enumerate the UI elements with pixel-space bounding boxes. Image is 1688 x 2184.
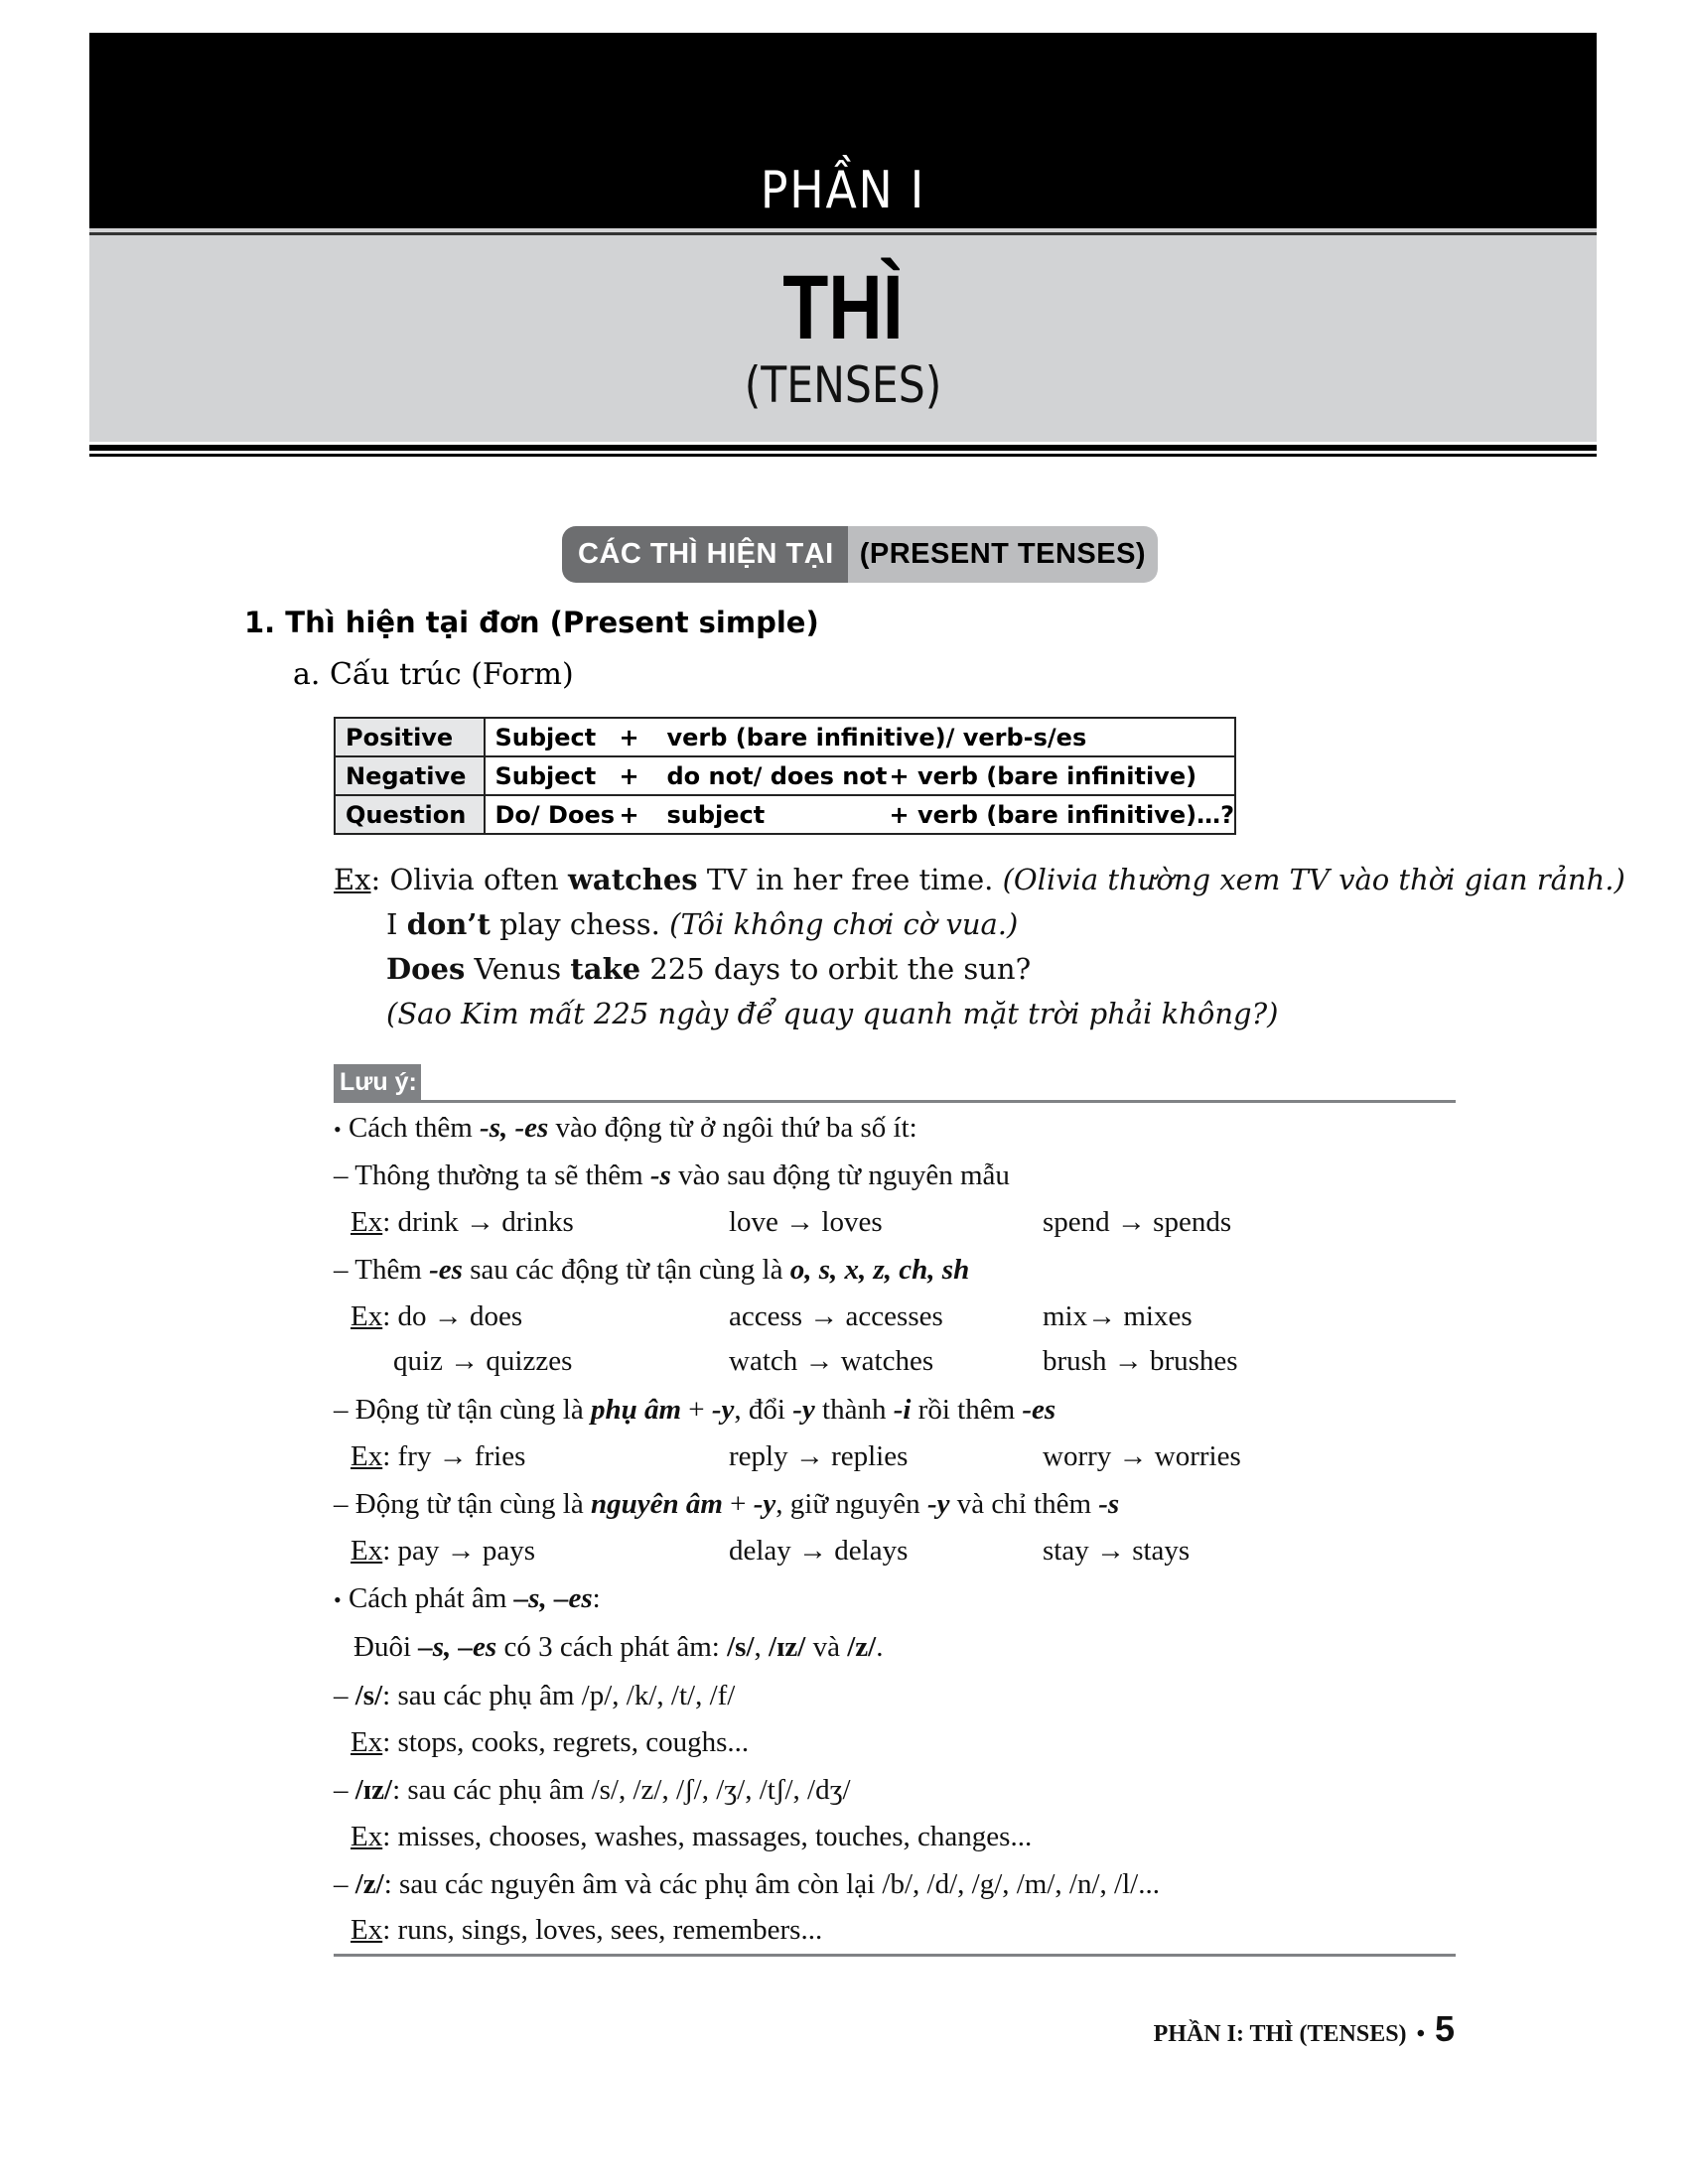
example-pair: do → does <box>397 1300 523 1332</box>
note-emphasis: -y <box>926 1488 950 1520</box>
ex-label: Ex <box>351 1440 383 1472</box>
section-pill-vietnamese: CÁC THÌ HIỆN TẠI <box>562 526 848 583</box>
note-bullet <box>334 1578 601 1620</box>
phonetic-symbol: /s/ <box>727 1631 755 1663</box>
ex-label: Ex <box>351 1206 383 1238</box>
note-text-line <box>353 1627 883 1667</box>
note-text: có 3 cách phát âm: <box>496 1631 728 1663</box>
example-translation: (Tôi không chơi cờ vua.) <box>669 907 1019 941</box>
cell-auxiliary: Do/ Does <box>494 800 616 829</box>
note-text: Cách phát âm <box>348 1582 514 1614</box>
note-text: + <box>722 1488 754 1520</box>
ex-label: Ex <box>351 1821 383 1852</box>
note-text: . <box>876 1631 884 1663</box>
note-emphasis: –s, –es <box>418 1631 497 1663</box>
note-text: : sau các nguyên âm và các phụ âm còn lại /b/, /d/, /g/, /m/, /n/, /l/... <box>383 1868 1160 1900</box>
examples <box>334 858 1625 1036</box>
example-text: Olivia often <box>389 863 568 896</box>
example-text: I <box>386 907 407 941</box>
page-number: 5 <box>1434 2008 1455 2049</box>
note-rule <box>334 1156 1010 1195</box>
subsection-heading: a. Cấu trúc (Form) <box>293 657 574 692</box>
note-text: – Thông thường ta sẽ thêm <box>334 1160 650 1191</box>
note-example-line: Ex: runs, sings, loves, sees, remembers... <box>351 1914 823 1946</box>
example-cell: Ex: do → does <box>351 1300 523 1332</box>
bullet-separator-icon: • <box>1416 2021 1425 2047</box>
note-example-row <box>351 1297 1343 1336</box>
ex-label: Ex <box>334 863 371 896</box>
note-text: – Thêm <box>334 1254 430 1286</box>
phonetic-symbol: /z/ <box>354 1868 384 1900</box>
note-text: Đuôi <box>353 1631 419 1663</box>
note-rule <box>334 1864 1160 1904</box>
table-row <box>335 795 1235 834</box>
ex-label: Ex <box>351 1535 383 1567</box>
note-text: , đổi <box>734 1394 793 1426</box>
cell-plus: + <box>619 723 639 751</box>
row-label: Positive <box>335 718 485 756</box>
example-text: play chess. <box>490 907 670 941</box>
example-line <box>334 902 1625 947</box>
form-table <box>334 717 1236 835</box>
phonetic-symbol: /z/ <box>847 1631 877 1663</box>
example-pair: quiz → quizzes <box>393 1345 573 1377</box>
phonetic-symbol: /s/ <box>354 1680 383 1711</box>
cell-verb: + verb (bare infinitive)…? <box>889 800 1234 829</box>
note-text: rồi thêm <box>911 1394 1023 1426</box>
note-top-rule <box>334 1100 1456 1103</box>
note-bottom-rule <box>334 1954 1456 1957</box>
example-line: Ex: Olivia often watches TV in her free time. (Olivia thường xem TV vào thời gian rảnh.) <box>334 863 1625 896</box>
note-emphasis: -es <box>429 1254 463 1286</box>
header-bottom-rule-thin <box>89 454 1597 457</box>
example-words: misses, chooses, washes, massages, touches, changes... <box>397 1821 1033 1852</box>
example-pair: spend → spends <box>1043 1206 1232 1238</box>
example-text: TV in her free time. <box>697 863 1003 896</box>
example-verb: watches <box>567 863 698 896</box>
note-rule <box>334 1484 1119 1524</box>
example-pair: worry → worries <box>1043 1440 1241 1472</box>
phonetic-symbol: /ɪz/ <box>354 1774 393 1806</box>
note-tag: Lưu ý: <box>334 1064 421 1100</box>
example-verb: take <box>570 952 641 986</box>
note-text: thành <box>814 1394 894 1426</box>
note-text: Cách thêm <box>348 1112 481 1144</box>
example-translation: (Sao Kim mất 225 ngày để quay quanh mặt trời phải không?) <box>386 997 1279 1030</box>
note-text: vào sau động từ nguyên mẫu <box>670 1160 1010 1191</box>
note-emphasis: o, s, x, z, ch, sh <box>789 1254 970 1286</box>
part-label: PHẦN I <box>760 161 926 220</box>
note-text: , <box>754 1631 770 1663</box>
note-text: – Động từ tận cùng là <box>334 1488 591 1520</box>
note-rule <box>334 1770 851 1810</box>
phonetic-symbol: /ɪz/ <box>769 1631 806 1663</box>
note-emphasis: -s <box>649 1160 671 1191</box>
note-text: và chỉ thêm <box>949 1488 1099 1520</box>
example-pair: fry → fries <box>397 1440 526 1472</box>
note-rule <box>334 1390 1055 1430</box>
cell-subject: Subject <box>494 761 597 790</box>
example-pair: delay → delays <box>729 1535 909 1567</box>
example-pair: pay → pays <box>397 1535 536 1567</box>
table-row <box>335 718 1235 756</box>
note-text: : <box>592 1582 601 1614</box>
cell-verb: + verb (bare infinitive) <box>889 761 1197 790</box>
note-example-row <box>351 1436 1343 1476</box>
section-pill <box>562 526 1158 583</box>
example-pair: mix→ mixes <box>1043 1300 1193 1332</box>
note-example-line: Ex: misses, chooses, washes, massages, touches, changes... <box>351 1821 1033 1852</box>
note-example-row <box>351 1341 1343 1381</box>
note-rule <box>334 1676 735 1715</box>
note-text: vào động từ ở ngôi thứ ba số ít: <box>548 1112 917 1144</box>
example-translation: (Olivia thường xem TV vào thời gian rảnh.) <box>1002 863 1625 896</box>
cell-auxiliary: do not/ does not <box>666 761 888 790</box>
part-title: THÌ <box>782 257 904 358</box>
example-pair: brush → brushes <box>1043 1345 1238 1377</box>
example-text: Venus <box>465 952 571 986</box>
example-pair: drink → drinks <box>397 1206 574 1238</box>
note-text: và <box>805 1631 848 1663</box>
cell-subject: Subject <box>494 723 597 751</box>
example-verb: don’t <box>406 907 491 941</box>
note-text: + <box>681 1394 712 1426</box>
cell-subject: subject <box>666 800 766 829</box>
example-cell: Ex: fry → fries <box>351 1440 526 1472</box>
note-text: : sau các phụ âm /s/, /z/, /ʃ/, /ʒ/, /tʃ/, /dʒ/ <box>392 1774 851 1806</box>
example-pair: access → accesses <box>729 1300 943 1332</box>
example-pair: stay → stays <box>1043 1535 1191 1567</box>
example-line <box>334 947 1625 992</box>
example-cell: Ex: pay → pays <box>351 1535 536 1567</box>
running-title: PHẦN I: THÌ (TENSES) <box>1153 2021 1407 2047</box>
note-emphasis: -y <box>792 1394 815 1426</box>
page-footer <box>1154 2008 1455 2050</box>
row-body <box>485 795 1236 834</box>
ex-label: Ex <box>351 1914 383 1946</box>
dash: – <box>334 1868 355 1900</box>
cell-plus: + <box>619 761 639 790</box>
note-emphasis: -es <box>1022 1394 1056 1426</box>
note-emphasis: -y <box>753 1488 776 1520</box>
section-heading: 1. Thì hiện tại đơn (Present simple) <box>244 606 819 639</box>
dash: – <box>334 1680 355 1711</box>
section-pill-english: (PRESENT TENSES) <box>848 526 1158 583</box>
note-emphasis: phụ âm <box>590 1394 682 1426</box>
dash: – <box>334 1774 355 1806</box>
table-row <box>335 756 1235 795</box>
note-rule <box>334 1250 969 1290</box>
row-label: Negative <box>335 756 485 795</box>
note-text: : sau các phụ âm /p/, /k/, /t/, /f/ <box>382 1680 736 1711</box>
example-pair: watch → watches <box>729 1345 934 1377</box>
row-label: Question <box>335 795 485 834</box>
ex-label: Ex <box>351 1300 383 1332</box>
example-verb: Does <box>386 952 466 986</box>
note-text: , giữ nguyên <box>775 1488 927 1520</box>
note-emphasis: -s, -es <box>480 1112 549 1144</box>
note-bullet <box>334 1108 917 1150</box>
example-pair: reply → replies <box>729 1440 909 1472</box>
example-pair: love → loves <box>729 1206 883 1238</box>
cell-verb: verb (bare infinitive)/ verb-s/es <box>666 723 1087 751</box>
note-text: – Động từ tận cùng là <box>334 1394 591 1426</box>
cell-plus: + <box>619 800 639 829</box>
header-bottom-rule-thick <box>89 445 1597 451</box>
row-body <box>485 756 1236 795</box>
ex-label: Ex <box>351 1726 383 1758</box>
note-example-row <box>351 1531 1343 1570</box>
part-subtitle: (TENSES) <box>744 356 942 414</box>
note-example-row <box>351 1202 1343 1242</box>
note-emphasis: -i <box>893 1394 912 1426</box>
example-words: stops, cooks, regrets, coughs... <box>397 1726 750 1758</box>
note-emphasis: –s, –es <box>513 1582 593 1614</box>
note-text: sau các động từ tận cùng là <box>462 1254 790 1286</box>
note-emphasis: -y <box>711 1394 735 1426</box>
row-body <box>485 718 1236 756</box>
example-cell: Ex: drink → drinks <box>351 1206 574 1238</box>
note-emphasis: nguyên âm <box>590 1488 723 1520</box>
example-line <box>334 992 1625 1036</box>
bullet-icon: • <box>334 1117 342 1142</box>
bullet-icon: • <box>334 1587 342 1612</box>
example-text: 225 days to orbit the sun? <box>640 952 1032 986</box>
example-words: runs, sings, loves, sees, remembers... <box>397 1914 823 1946</box>
note-emphasis: -s <box>1098 1488 1120 1520</box>
note-example-line: Ex: stops, cooks, regrets, coughs... <box>351 1726 750 1758</box>
